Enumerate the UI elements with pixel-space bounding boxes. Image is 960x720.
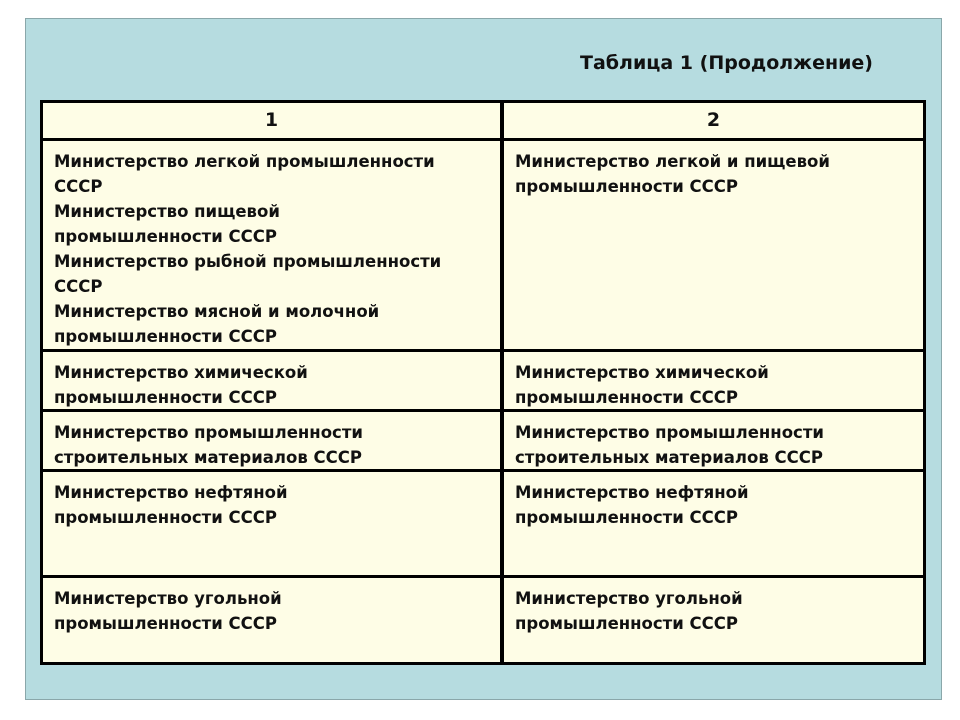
table-row-4-col-2 — [504, 578, 923, 662]
cell-line: промышленности СССР — [515, 508, 738, 527]
cell-line: Министерство промышленности — [515, 423, 824, 442]
cell-line: Министерство нефтяной — [54, 483, 288, 502]
table-row-0-col-2 — [504, 141, 923, 349]
cell-line: Министерство химической — [54, 363, 308, 382]
cell-line: Министерство химической — [515, 363, 769, 382]
table-row-2-col-2 — [504, 412, 923, 469]
cell-line: Министерство легкой и пищевой — [515, 152, 830, 171]
cell-line: Министерство промышленности — [54, 423, 363, 442]
cell-line: промышленности СССР — [54, 508, 277, 527]
cell-line: промышленности СССР — [515, 614, 738, 633]
table-row-3-col-1 — [43, 472, 500, 575]
cell-line: СССР — [54, 177, 103, 196]
cell-line: промышленности СССР — [515, 177, 738, 196]
table-row-2-col-1 — [43, 412, 500, 469]
cell-line: Министерство нефтяной — [515, 483, 749, 502]
cell-line: Министерство пищевой — [54, 202, 280, 221]
cell-line: промышленности СССР — [54, 614, 277, 633]
ministries-table — [40, 100, 926, 665]
table-caption: Таблица 1 (Продолжение) — [580, 52, 873, 74]
cell-line: Министерство мясной и молочной — [54, 302, 380, 321]
cell-line: промышленности СССР — [54, 227, 277, 246]
cell-line: промышленности СССР — [54, 388, 277, 407]
table-header-col-2: 2 — [504, 103, 923, 138]
table-header-col-1: 1 — [43, 103, 500, 138]
cell-line: промышленности СССР — [54, 327, 277, 346]
cell-line: Министерство легкой промышленности — [54, 152, 435, 171]
table-row-1-col-1 — [43, 352, 500, 409]
cell-line: Министерство угольной — [515, 589, 743, 608]
table-row-3-col-2 — [504, 472, 923, 575]
cell-line: Министерство рыбной промышленности — [54, 252, 442, 271]
table-row-1-col-2 — [504, 352, 923, 409]
cell-line: СССР — [54, 277, 103, 296]
table-row-4-col-1 — [43, 578, 500, 662]
cell-line: Министерство угольной — [54, 589, 282, 608]
table-row-0-col-1 — [43, 141, 500, 349]
cell-line: промышленности СССР — [515, 388, 738, 407]
cell-line: строительных материалов СССР — [515, 448, 823, 467]
cell-line: строительных материалов СССР — [54, 448, 362, 467]
